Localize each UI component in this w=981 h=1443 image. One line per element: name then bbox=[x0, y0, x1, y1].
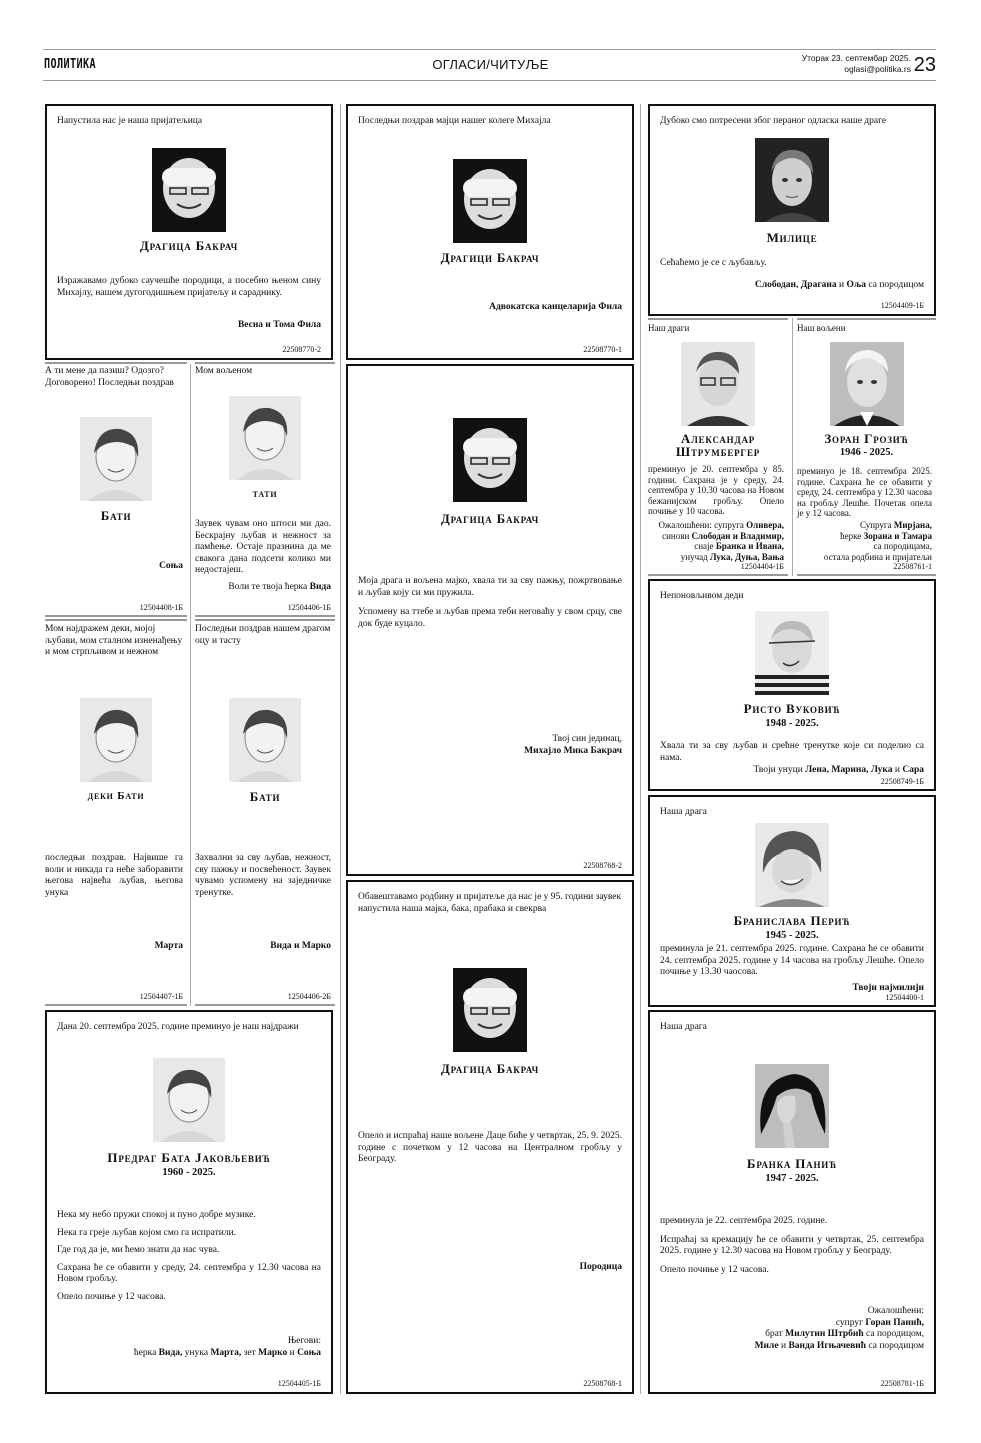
deceased-name: Зоран Грозић bbox=[824, 431, 909, 446]
ad-code: 22508768-2 bbox=[583, 860, 622, 870]
ad-signature: Породица bbox=[579, 1262, 622, 1272]
signature-line: Твој син јединац, bbox=[552, 734, 622, 744]
signature-text: са породицом, bbox=[863, 1329, 924, 1339]
ad-paragraph: преминула је 22. септембра 2025. године. bbox=[660, 1216, 828, 1226]
signature-text: снаје bbox=[694, 541, 716, 551]
newspaper-logo: ПОЛИТИКА bbox=[44, 57, 96, 72]
signature-line: Ожалошћени: bbox=[867, 1306, 924, 1316]
ad-code: 22508781-1Б bbox=[880, 1378, 924, 1388]
deceased-name: Драгица Бакрач bbox=[440, 511, 540, 526]
deceased-name: тати bbox=[252, 488, 278, 500]
signature-name: Миле bbox=[754, 1340, 779, 1351]
deceased-name: Ристо Вуковић bbox=[743, 701, 841, 716]
header-top-rule bbox=[43, 49, 936, 50]
portrait-photo bbox=[755, 138, 829, 222]
signature-line bbox=[797, 520, 932, 531]
obituary-ad bbox=[45, 619, 187, 1006]
signature-name: Ванда Игњачевић bbox=[788, 1340, 867, 1351]
ad-body bbox=[358, 576, 622, 636]
signature-text: Твоји унуци bbox=[753, 765, 806, 775]
ad-signature: Вида и Марко bbox=[270, 941, 331, 951]
ad-body bbox=[57, 1210, 321, 1309]
ad-signature bbox=[660, 280, 924, 292]
signature-text: и bbox=[836, 280, 847, 290]
signature-line bbox=[648, 531, 784, 542]
signature-line bbox=[797, 541, 932, 552]
ad-body: преминуо је 20. септембра у 85. години. Сахрана је у среду, 24. септембра у 10.30 часова на Новом бежанијском гробљу. Опело почиње у 10 часова. bbox=[648, 464, 784, 516]
life-years: 1948 - 2025. bbox=[765, 718, 819, 729]
ad-code: 22508749-1Б bbox=[880, 776, 924, 786]
signature-name: Оља bbox=[846, 280, 867, 290]
portrait-photo bbox=[80, 698, 152, 782]
signature-text: са породицом bbox=[866, 280, 924, 290]
deceased-name: Бати bbox=[249, 789, 281, 804]
signature-line bbox=[660, 1318, 924, 1330]
ad-signature: Твоји најмилији bbox=[852, 983, 924, 993]
signature-name: Горан Панић, bbox=[865, 1317, 924, 1328]
ad-paragraph: Моја драга и вољена мајко, хвала ти за сву пажњу, пожртвовање и љубав коју си ми пружила. bbox=[358, 576, 622, 598]
obituary-ad bbox=[648, 579, 936, 791]
portrait-photo bbox=[229, 396, 301, 480]
deceased-name bbox=[648, 432, 788, 458]
signature-line bbox=[660, 1329, 924, 1341]
signature-text: зет bbox=[241, 1347, 259, 1358]
deceased-name: Предраг Бата Јаковљевић bbox=[107, 1150, 271, 1165]
ad-intro: Наша драга bbox=[660, 807, 707, 817]
deceased-name: деки Бати bbox=[87, 790, 145, 802]
ad-code: 22508770-1 bbox=[583, 344, 622, 354]
obituary-ad bbox=[648, 104, 936, 316]
deceased-name: Бранислава Перић bbox=[733, 913, 851, 928]
ad-intro: Последњи поздрав мајци нашег колеге Михајла bbox=[358, 116, 551, 126]
ad-body: преминуо је 18. септембра 2025. године. Сахрана ће се обавити у среду, 24. септембра у 12.30 часова на гробљу Лешће. Почетак опела је у 12 часова. bbox=[797, 466, 932, 518]
ad-body bbox=[660, 1216, 924, 1282]
signature-text: Воли те твоја ћерка bbox=[228, 582, 310, 592]
ad-signature: Соња bbox=[159, 561, 183, 571]
obituary-ad bbox=[346, 104, 634, 360]
header-bottom-rule bbox=[43, 80, 936, 81]
ad-signature: Адвокатска канцеларија Фила bbox=[489, 302, 622, 312]
signature-name: Милутин Штрбић bbox=[785, 1329, 864, 1339]
signature-text: Ожалошћени: супруга bbox=[658, 520, 747, 530]
signature-name: Соња bbox=[297, 1347, 321, 1358]
signature-text: унучад bbox=[680, 551, 710, 562]
ad-body: преминула је 21. септембра 2025. године. Сахрана ће се обавити 24. септембра 2025. године у 14 часова на гробљу Лешће. Опело почиње у 13.30 чаосова. bbox=[660, 944, 924, 977]
obituary-ad bbox=[648, 795, 936, 1007]
ad-body: Хвала ти за сву љубав и срећне тренутке које си поделио са нама. bbox=[660, 741, 924, 763]
ad-intro: Последњи поздрав нашем драгом оцу и тасту bbox=[195, 624, 331, 646]
column-divider bbox=[792, 318, 793, 576]
ad-code: 12504406-2Б bbox=[287, 991, 331, 1001]
obituary-ad bbox=[195, 619, 335, 1006]
portrait-photo bbox=[80, 417, 152, 501]
ad-intro: Мом најдражем деки, мојој љубави, мом сталном изненађењу и мом стрпљивом и нежном bbox=[45, 624, 183, 657]
life-years: 1945 - 2025. bbox=[765, 930, 819, 941]
signature-text: и bbox=[892, 765, 903, 775]
ad-intro: Мом вољеном bbox=[195, 366, 253, 376]
ad-body: Изражавамо дубоко саучешће породици, а посебно њеном сину Михајлу, нашем дугогодишњем пријатељу и сараднику. bbox=[57, 276, 321, 298]
portrait-photo bbox=[755, 611, 829, 695]
life-years: 1946 - 2025. bbox=[839, 447, 894, 458]
ad-code: 12504407-1Б bbox=[139, 991, 183, 1001]
ad-paragraph: Где год да је, ми ћемо знати да нас чува. bbox=[57, 1245, 220, 1255]
ad-body: Сећаћемо је се с љубављу. bbox=[660, 258, 767, 268]
signature-text: супруг bbox=[835, 1317, 866, 1328]
header-meta bbox=[802, 53, 911, 75]
deceased-name: Драгица Бакрач bbox=[139, 238, 239, 253]
ad-intro: Наш драги bbox=[648, 323, 690, 333]
ad-paragraph: Нека му небо пружи спокој и пуно добре музике. bbox=[57, 1210, 256, 1220]
column-divider bbox=[340, 104, 341, 1394]
portrait-photo bbox=[453, 418, 527, 502]
signature-text: и bbox=[778, 1340, 789, 1351]
signature-name: Лука, Дуња, Вања bbox=[709, 551, 784, 562]
portrait-photo bbox=[755, 823, 829, 907]
deceased-name: Милице bbox=[766, 230, 818, 245]
ad-signature bbox=[57, 1336, 321, 1359]
column-divider bbox=[190, 364, 191, 1006]
ad-signature bbox=[797, 520, 932, 562]
signature-text: унука bbox=[182, 1347, 211, 1358]
deceased-name: Бати bbox=[100, 508, 132, 523]
signature-name: Мирјана, bbox=[893, 520, 932, 530]
signature-text: остала родбина и пријатељи bbox=[823, 551, 932, 562]
ad-code: 22508768-1 bbox=[583, 1378, 622, 1388]
portrait-photo bbox=[830, 342, 904, 426]
deceased-name: Бранка Панић bbox=[746, 1156, 838, 1171]
signature-text: са породицом bbox=[866, 1340, 924, 1351]
ad-code: 22508761-1 bbox=[893, 561, 932, 571]
ad-intro: Дубоко смо потресени због пераног одласка наше драге bbox=[660, 116, 887, 126]
portrait-photo bbox=[453, 968, 527, 1052]
signature-name: Слободан, Драгана bbox=[754, 280, 837, 290]
ad-body: Захвални за сву љубав, нежност, сву пажњу и посвећеност. Заувек чувамо успомену на заједничке тренутке. bbox=[195, 853, 331, 898]
obituary-ad bbox=[346, 364, 634, 876]
signature-text: синови bbox=[662, 530, 692, 541]
ad-signature: Весна и Тома Фила bbox=[237, 320, 321, 330]
ad-signature: Марта bbox=[154, 941, 183, 951]
ad-code: 12504408-1Б bbox=[139, 602, 183, 612]
portrait-photo bbox=[153, 1058, 225, 1142]
signature-name: Зорана и Тамара bbox=[863, 530, 932, 541]
name-line: Штрумбергер bbox=[675, 444, 761, 459]
ad-paragraph: Опело почиње у 12 часова. bbox=[57, 1291, 166, 1302]
ad-paragraph: Нека га греје љубав којом смо га испратили. bbox=[57, 1227, 237, 1238]
deceased-name: Драгици Бакрач bbox=[440, 250, 540, 265]
signature-line bbox=[57, 1348, 321, 1360]
obituary-ad bbox=[45, 104, 333, 360]
obituary-ad bbox=[45, 1010, 333, 1394]
issue-date: Уторак 23. септембар 2025. bbox=[801, 53, 911, 63]
ad-intro: Дана 20. септембра 2025. године преминуо је наш најдражи bbox=[57, 1022, 299, 1032]
ad-intro: Напустила нас је наша пријатељица bbox=[57, 116, 203, 126]
signature-line bbox=[797, 552, 932, 563]
ad-paragraph: Опело почиње у 12 часова. bbox=[660, 1264, 769, 1275]
ad-intro: Непоновљивом деди bbox=[660, 591, 744, 601]
signature-text: и bbox=[287, 1347, 298, 1358]
ad-intro: Наша драга bbox=[660, 1022, 707, 1032]
portrait-photo bbox=[453, 159, 527, 243]
ad-intro: Наш вољени bbox=[797, 323, 846, 333]
ad-signature bbox=[648, 520, 784, 562]
signature-name: Марта, bbox=[210, 1347, 242, 1358]
ad-code: 12504409-1Б bbox=[880, 300, 924, 310]
signature-name: Слободан и Владимир, bbox=[691, 530, 784, 541]
ad-signature bbox=[358, 734, 622, 757]
ad-code: 22508770-2 bbox=[282, 344, 321, 354]
life-years: 1947 - 2025. bbox=[765, 1173, 819, 1184]
ad-signature bbox=[660, 1306, 924, 1352]
name-line: Александар bbox=[680, 431, 756, 446]
life-years: 1960 - 2025. bbox=[162, 1167, 216, 1178]
page-number: 23 bbox=[913, 54, 936, 76]
signature-name: Оливера, bbox=[746, 520, 784, 530]
signature-name: Бранка и Ивана, bbox=[715, 541, 784, 551]
column-divider bbox=[640, 104, 641, 1394]
ad-code: 12504406-1Б bbox=[287, 602, 331, 612]
obituary-ad bbox=[45, 362, 187, 617]
signature-text: ћерка bbox=[133, 1347, 159, 1358]
signature-name: Вида, bbox=[158, 1347, 183, 1358]
portrait-photo bbox=[229, 698, 301, 782]
ad-paragraph: Сахрана ће се обавити у среду, 24. септембра у 12.30 часова на Новом гробљу. bbox=[57, 1262, 321, 1284]
obituary-ad bbox=[797, 318, 936, 576]
deceased-name: Драгица Бакрач bbox=[440, 1061, 540, 1076]
ad-intro: А ти мене да пазиш? Одозго? Договорено! Последњи поздрав bbox=[45, 366, 174, 388]
ad-intro: Обавештавамо родбину и пријатеље да нас је у 95. години заувек напустила наша мајка, бака, прабака и свекрва bbox=[358, 892, 622, 914]
ad-code: 12504405-1Б bbox=[277, 1378, 321, 1388]
signature-line bbox=[648, 541, 784, 552]
ad-code: 12504400-1 bbox=[885, 992, 924, 1002]
signature-line bbox=[797, 531, 932, 542]
signature-name: Сара bbox=[902, 765, 924, 775]
ad-paragraph: Испраћај за кремацију ће се обавити у четвртак, 25. септембра 2025. године у 12.30 часова на Новом гробљу у Београду. bbox=[660, 1234, 924, 1256]
ad-body: Опело и испраћај наше вољене Даце биће у четвртак, 25. 9. 2025. године с почетком у 12 часова на Централном гробљу у Београду. bbox=[358, 1131, 622, 1164]
portrait-photo bbox=[681, 342, 755, 426]
ad-body: Заувек чувам оно штоси ми дао. Бескрајну љубав и нежност за памћење. Остаје празнина да ме свакога дана подсети колико ми недостајеш. bbox=[195, 519, 331, 575]
ad-code: 12504404-1Б bbox=[740, 561, 784, 571]
ad-body: последњи поздрав. Највише га воли и никада га неће заборавити његова највећа љубав, његова унука bbox=[45, 853, 183, 898]
signature-name: Михајло Мика Бакрач bbox=[524, 745, 622, 756]
signature-line: Његови: bbox=[287, 1336, 321, 1346]
signature-text: са породицама, bbox=[873, 541, 932, 551]
signature-name: Марко bbox=[258, 1347, 288, 1358]
obituary-ad bbox=[195, 362, 335, 617]
signature-name: Лена, Марина, Лука bbox=[805, 765, 893, 775]
signature-text: Супруга bbox=[859, 520, 894, 530]
signature-text: брат bbox=[765, 1329, 786, 1339]
ad-paragraph: Успомену на ттебе и љубав према теби неговаћу у свом срцу, све док буде куцало. bbox=[358, 607, 622, 629]
contact-email: oglasi@politika.rs bbox=[844, 64, 911, 74]
signature-line bbox=[648, 552, 784, 563]
signature-name: Вида bbox=[309, 582, 331, 592]
obituary-ad bbox=[648, 318, 788, 576]
section-title: ОГЛАСИ/ЧИТУЉЕ bbox=[432, 57, 549, 72]
portrait-photo bbox=[152, 148, 226, 232]
obituary-ad bbox=[346, 880, 634, 1394]
ad-signature bbox=[195, 582, 331, 594]
signature-line bbox=[660, 1341, 924, 1353]
signature-text: ћерке bbox=[840, 530, 864, 541]
obituary-ad bbox=[648, 1010, 936, 1394]
signature-line bbox=[648, 520, 784, 531]
portrait-photo bbox=[755, 1064, 829, 1148]
